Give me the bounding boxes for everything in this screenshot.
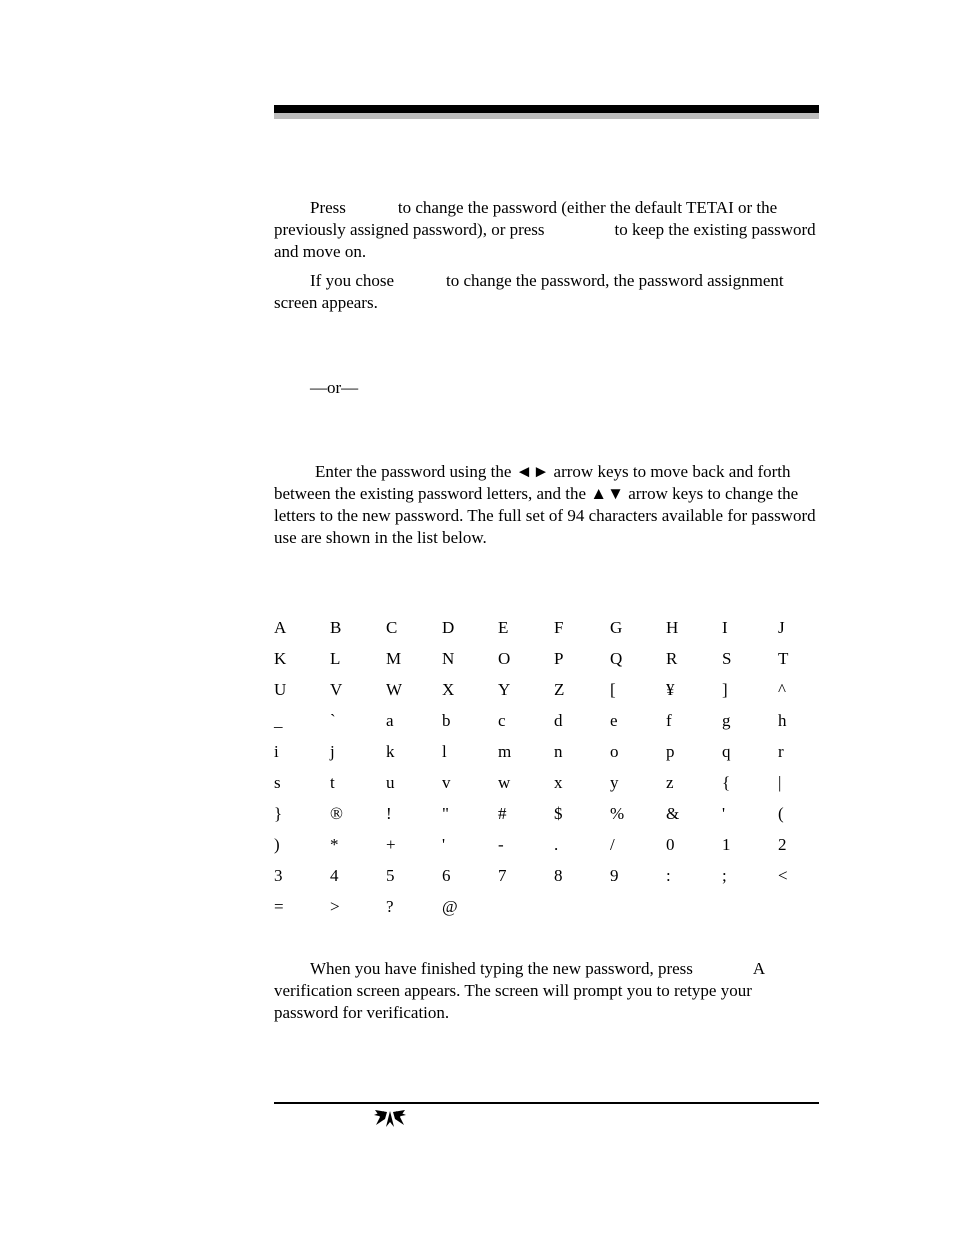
charset-cell: " <box>442 804 449 823</box>
charset-cell: ) <box>274 835 280 854</box>
charset-cell: > <box>330 897 340 916</box>
charset-cell: k <box>386 742 395 761</box>
charset-cell: v <box>442 773 451 792</box>
charset-cell: n <box>554 742 563 761</box>
charset-cell: a <box>386 711 394 730</box>
charset-cell: T <box>778 649 789 668</box>
charset-cell: % <box>610 804 625 823</box>
charset-row <box>274 803 834 834</box>
charset-cell: h <box>778 711 787 730</box>
charset-cell: E <box>498 618 509 637</box>
charset-cell: 6 <box>442 866 451 885</box>
charset-cell: ( <box>778 804 784 823</box>
charset-cell: b <box>442 711 451 730</box>
charset-cell: { <box>722 773 731 792</box>
charset-cell: M <box>386 649 402 668</box>
charset-cell: 7 <box>498 866 507 885</box>
charset-cell: 9 <box>610 866 619 885</box>
paragraph-change-password <box>274 197 819 263</box>
paragraph-enter-password <box>274 461 819 549</box>
charset-row <box>274 741 834 772</box>
charset-cell: R <box>666 649 678 668</box>
charset-cell: < <box>778 866 788 885</box>
charset-cell: C <box>386 618 398 637</box>
charset-cell: @ <box>442 897 458 916</box>
charset-cell: i <box>274 742 279 761</box>
p1-text-b: to change the password (either the default TETAI or the previously assigned password), or press <box>274 198 778 239</box>
charset-cell: $ <box>554 804 563 823</box>
charset-cell: e <box>610 711 618 730</box>
charset-cell: f <box>666 711 672 730</box>
charset-cell: # <box>498 804 507 823</box>
charset-cell: g <box>722 711 731 730</box>
charset-row <box>274 865 834 896</box>
charset-cell: S <box>722 649 732 668</box>
charset-cell: u <box>386 773 395 792</box>
paragraph-if-you-chose <box>274 270 819 314</box>
paragraph-finished-typing <box>274 958 819 1024</box>
charset-cell: m <box>498 742 512 761</box>
p4-text-b: A verification screen appears. The screen will prompt you to retype your password for verification. <box>274 959 765 1022</box>
p4-text-a: When you have finished typing the new password, press <box>310 959 693 978</box>
charset-cell: V <box>330 680 343 699</box>
charset-cell: j <box>330 742 335 761</box>
charset-cell: G <box>610 618 623 637</box>
charset-cell: q <box>722 742 731 761</box>
charset-cell: U <box>274 680 287 699</box>
charset-cell: O <box>498 649 511 668</box>
charset-cell: o <box>610 742 619 761</box>
charset-cell: z <box>666 773 674 792</box>
password-character-table <box>274 617 834 927</box>
charset-cell: } <box>274 804 283 823</box>
p1-text-a: Press <box>310 198 346 217</box>
charset-cell: F <box>554 618 564 637</box>
charset-cell: & <box>666 804 680 823</box>
charset-cell: L <box>330 649 341 668</box>
charset-cell: ? <box>386 897 394 916</box>
charset-cell: 5 <box>386 866 395 885</box>
charset-cell: d <box>554 711 563 730</box>
charset-cell: t <box>330 773 335 792</box>
header-rule-light <box>274 113 819 119</box>
charset-cell: N <box>442 649 455 668</box>
charset-cell: x <box>554 773 563 792</box>
charset-cell: c <box>498 711 506 730</box>
charset-cell: X <box>442 680 455 699</box>
charset-row <box>274 772 834 803</box>
charset-cell: ^ <box>778 680 786 699</box>
charset-cell: Q <box>610 649 623 668</box>
charset-cell: [ <box>610 680 616 699</box>
charset-cell: ` <box>330 711 336 730</box>
charset-cell: w <box>498 773 511 792</box>
charset-cell: Y <box>498 680 511 699</box>
charset-cell: A <box>274 618 287 637</box>
charset-cell: 2 <box>778 835 787 854</box>
charset-cell: ' <box>722 804 726 823</box>
charset-cell: s <box>274 773 281 792</box>
charset-cell: Z <box>554 680 565 699</box>
teledyne-logo-icon <box>372 1107 408 1129</box>
charset-cell: J <box>778 618 785 637</box>
p2-text-b: to change the password, the password assignment screen appears. <box>274 271 784 312</box>
charset-cell: ! <box>386 804 392 823</box>
charset-cell: 4 <box>330 866 339 885</box>
charset-cell: _ <box>274 711 283 730</box>
charset-cell: ¥ <box>666 680 675 699</box>
charset-row <box>274 710 834 741</box>
charset-cell: ' <box>442 835 446 854</box>
footer-rule <box>274 1102 819 1104</box>
charset-cell: . <box>554 835 559 854</box>
charset-cell: H <box>666 618 679 637</box>
charset-cell: ] <box>722 680 728 699</box>
p1-text-c: to keep the existing password and move on. <box>274 220 816 261</box>
charset-cell: K <box>274 649 287 668</box>
charset-cell: 0 <box>666 835 675 854</box>
charset-cell: P <box>554 649 564 668</box>
charset-row <box>274 648 834 679</box>
charset-cell: ® <box>330 804 343 823</box>
charset-cell: 8 <box>554 866 563 885</box>
or-separator: —or— <box>310 378 359 397</box>
charset-cell: l <box>442 742 447 761</box>
charset-row <box>274 617 834 648</box>
charset-cell: ; <box>722 866 727 885</box>
charset-cell: 1 <box>722 835 731 854</box>
charset-cell: D <box>442 618 455 637</box>
charset-cell: * <box>330 835 339 854</box>
charset-cell: : <box>666 866 671 885</box>
charset-cell: r <box>778 742 784 761</box>
charset-cell: p <box>666 742 675 761</box>
charset-cell: | <box>778 773 782 792</box>
charset-cell: / <box>610 835 615 854</box>
charset-cell: W <box>386 680 403 699</box>
charset-cell: - <box>498 835 504 854</box>
charset-row <box>274 834 834 865</box>
p3-text: Enter the password using the ◄► arrow keys to move back and forth between the existing password letters, and the ▲▼ arrow keys to change the letters to the new password. The full set of 94 characters available for password use are shown in the list below. <box>274 462 816 547</box>
header-rule-dark <box>274 105 819 113</box>
charset-row <box>274 679 834 710</box>
charset-cell: = <box>274 897 284 916</box>
p2-text-a: If you chose <box>310 271 395 290</box>
charset-cell: I <box>722 618 728 637</box>
charset-row <box>274 896 834 927</box>
charset-cell: + <box>386 835 396 854</box>
charset-cell: B <box>330 618 342 637</box>
charset-cell: 3 <box>274 866 283 885</box>
charset-cell: y <box>610 773 619 792</box>
